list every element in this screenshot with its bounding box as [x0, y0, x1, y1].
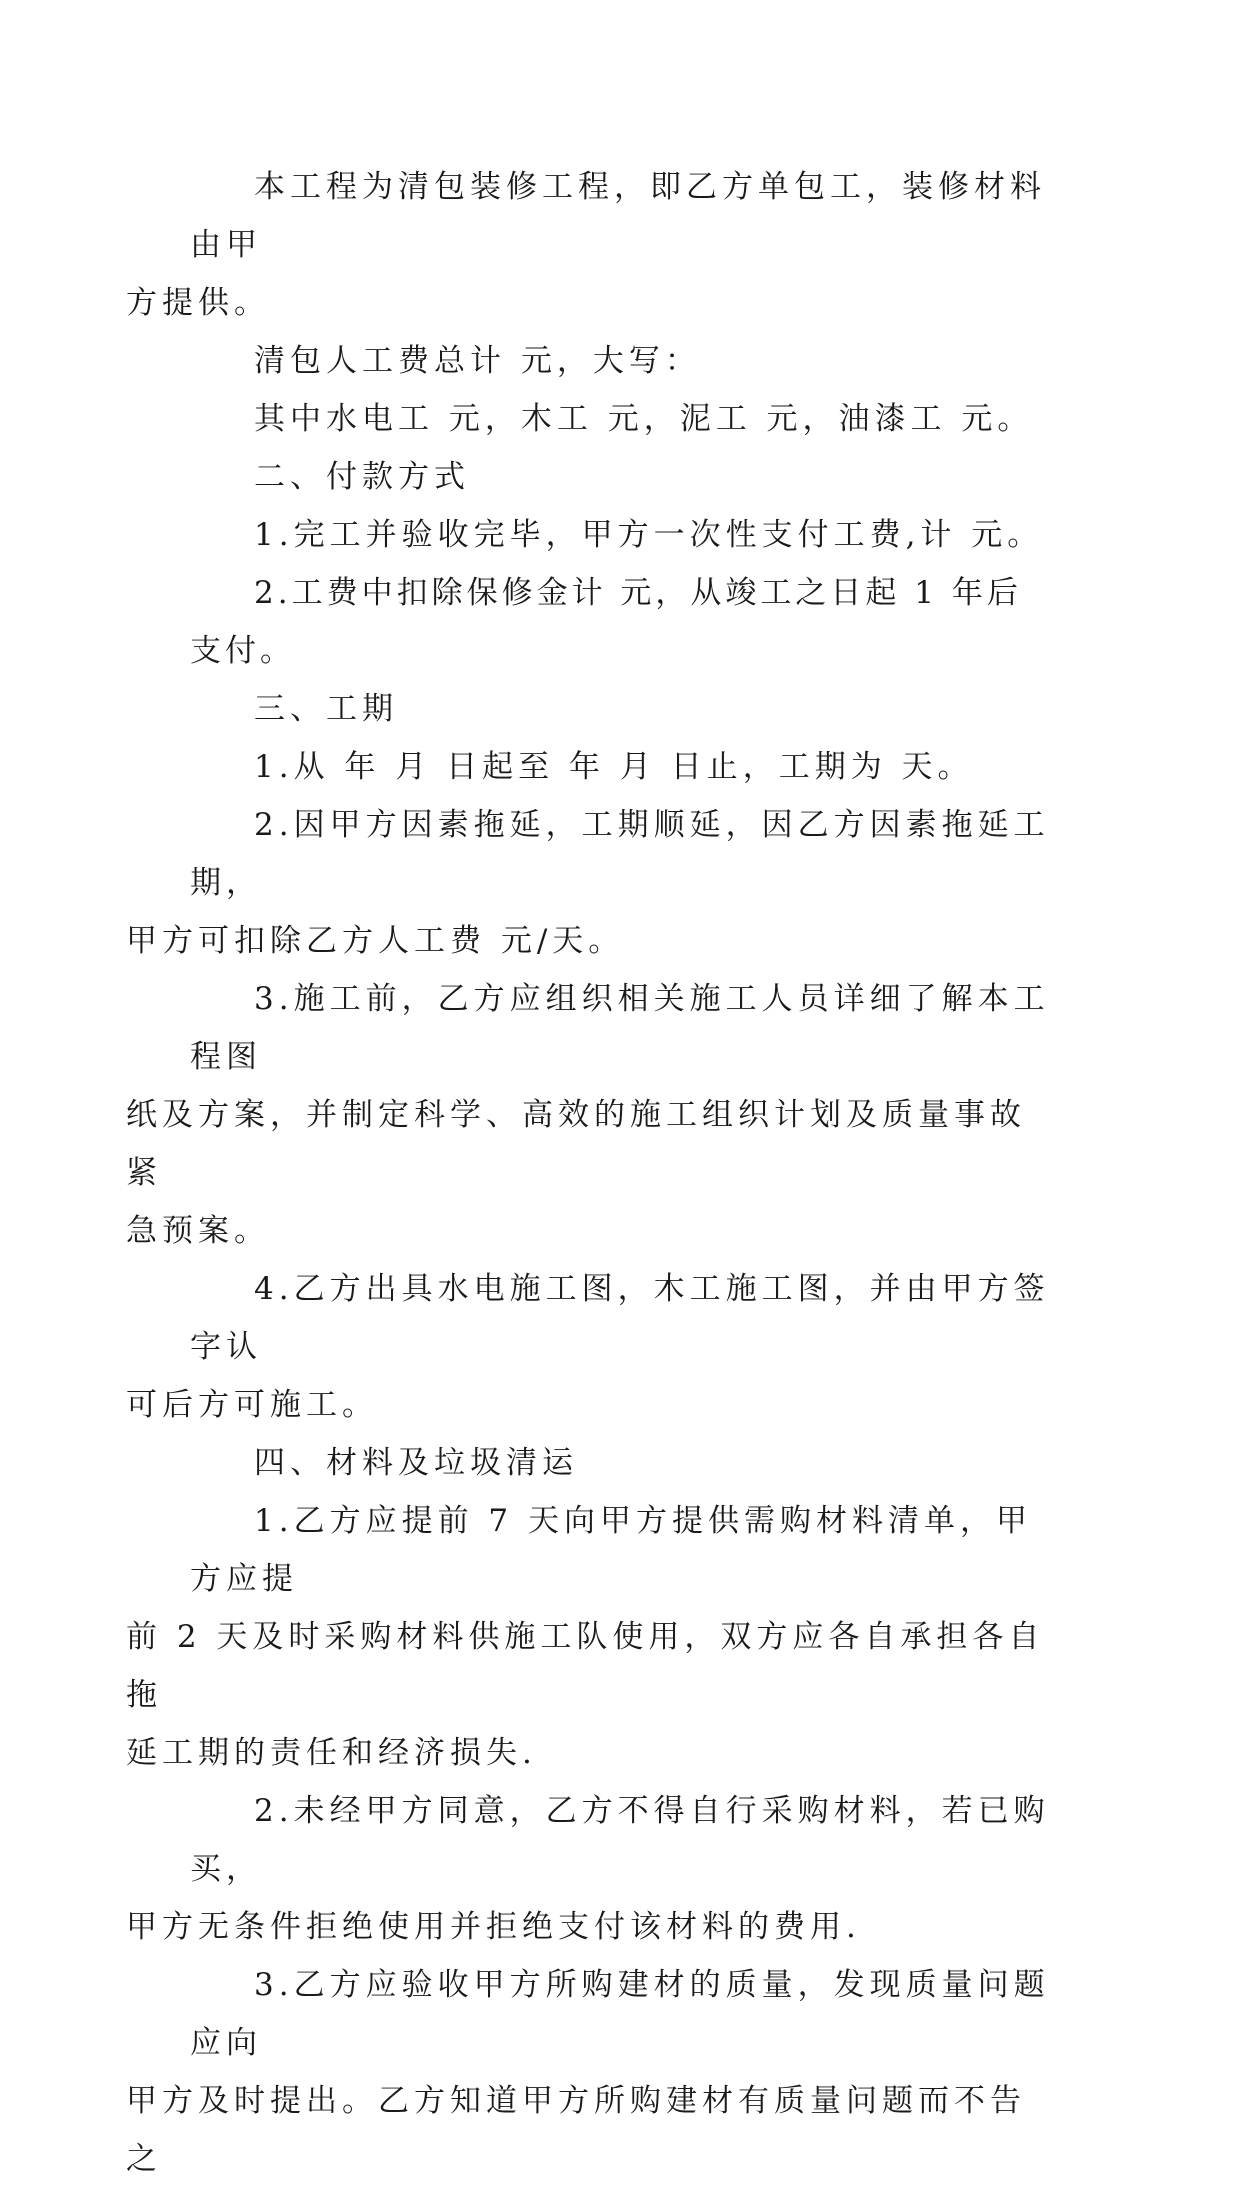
text-line: 急预案。: [126, 1213, 270, 1249]
paragraph-schedule-3: [126, 970, 1050, 1260]
section-heading-payment: [190, 448, 1050, 506]
section-heading-schedule: [190, 680, 1050, 738]
text-line: 清包人工费总计 元，大写：: [254, 343, 701, 379]
text-line: 4.乙方出具水电施工图，木工施工图，并由甲方签字认: [190, 1271, 1050, 1365]
paragraph-schedule-1: [190, 738, 1050, 796]
text-line: 3.施工前，乙方应组织相关施工人员详细了解本工程图: [190, 981, 1050, 1075]
text-line: 甲方及时提出。乙方知道甲方所购建材有质量问题而不告之: [126, 2083, 1026, 2177]
paragraph-scope: [126, 158, 1050, 332]
text-line: 方提供。: [126, 285, 270, 321]
paragraph-materials-2: [126, 1782, 1050, 1956]
paragraph-labor-breakdown: [190, 390, 1050, 448]
text-line: 三、工期: [254, 691, 398, 727]
text-line: 3.乙方应验收甲方所购建材的质量，发现质量问题应向: [190, 1967, 1050, 2061]
text-line: 可后方可施工。: [126, 1387, 378, 1423]
text-line: 2.未经甲方同意，乙方不得自行采购材料，若已购买，: [190, 1793, 1050, 1887]
text-line: 四、材料及垃圾清运: [254, 1445, 578, 1481]
text-line: 延工期的责任和经济损失.: [126, 1735, 537, 1771]
paragraph-schedule-4: [126, 1260, 1050, 1434]
text-line: 1.乙方应提前 7 天向甲方提供需购材料清单，甲方应提: [190, 1503, 1033, 1597]
text-line: 纸及方案，并制定科学、高效的施工组织计划及质量事故紧: [126, 1097, 1026, 1191]
paragraph-materials-3: [126, 1956, 1050, 2188]
paragraph-payment-1: [190, 506, 1050, 564]
text-line: 甲方可扣除乙方人工费 元/天。: [126, 923, 625, 959]
text-line: 1.完工并验收完毕，甲方一次性支付工费,计 元。: [254, 517, 1044, 553]
paragraph-labor-total: [190, 332, 1050, 390]
text-line: 1.从 年 月 日起至 年 月 日止，工期为 天。: [254, 749, 974, 785]
text-line: 二、付款方式: [254, 459, 470, 495]
text-line: 甲方无条件拒绝使用并拒绝支付该材料的费用.: [126, 1909, 861, 1945]
paragraph-materials-1: [126, 1492, 1050, 1782]
text-line: 前 2 天及时采购材料供施工队使用，双方应各自承担各自拖: [126, 1619, 1045, 1713]
text-line: 其中水电工 元，木工 元，泥工 元，油漆工 元。: [254, 401, 1034, 437]
section-heading-materials: [190, 1434, 1050, 1492]
paragraph-payment-2: [190, 564, 1050, 680]
document-body: [126, 158, 1050, 2188]
text-line: 2.因甲方因素拖延，工期顺延，因乙方因素拖延工期，: [190, 807, 1050, 901]
paragraph-schedule-2: [126, 796, 1050, 970]
text-line: 本工程为清包装修工程，即乙方单包工，装修材料由甲: [190, 169, 1046, 263]
text-line: 2.工费中扣除保修金计 元，从竣工之日起 1 年后支付。: [190, 575, 1022, 669]
